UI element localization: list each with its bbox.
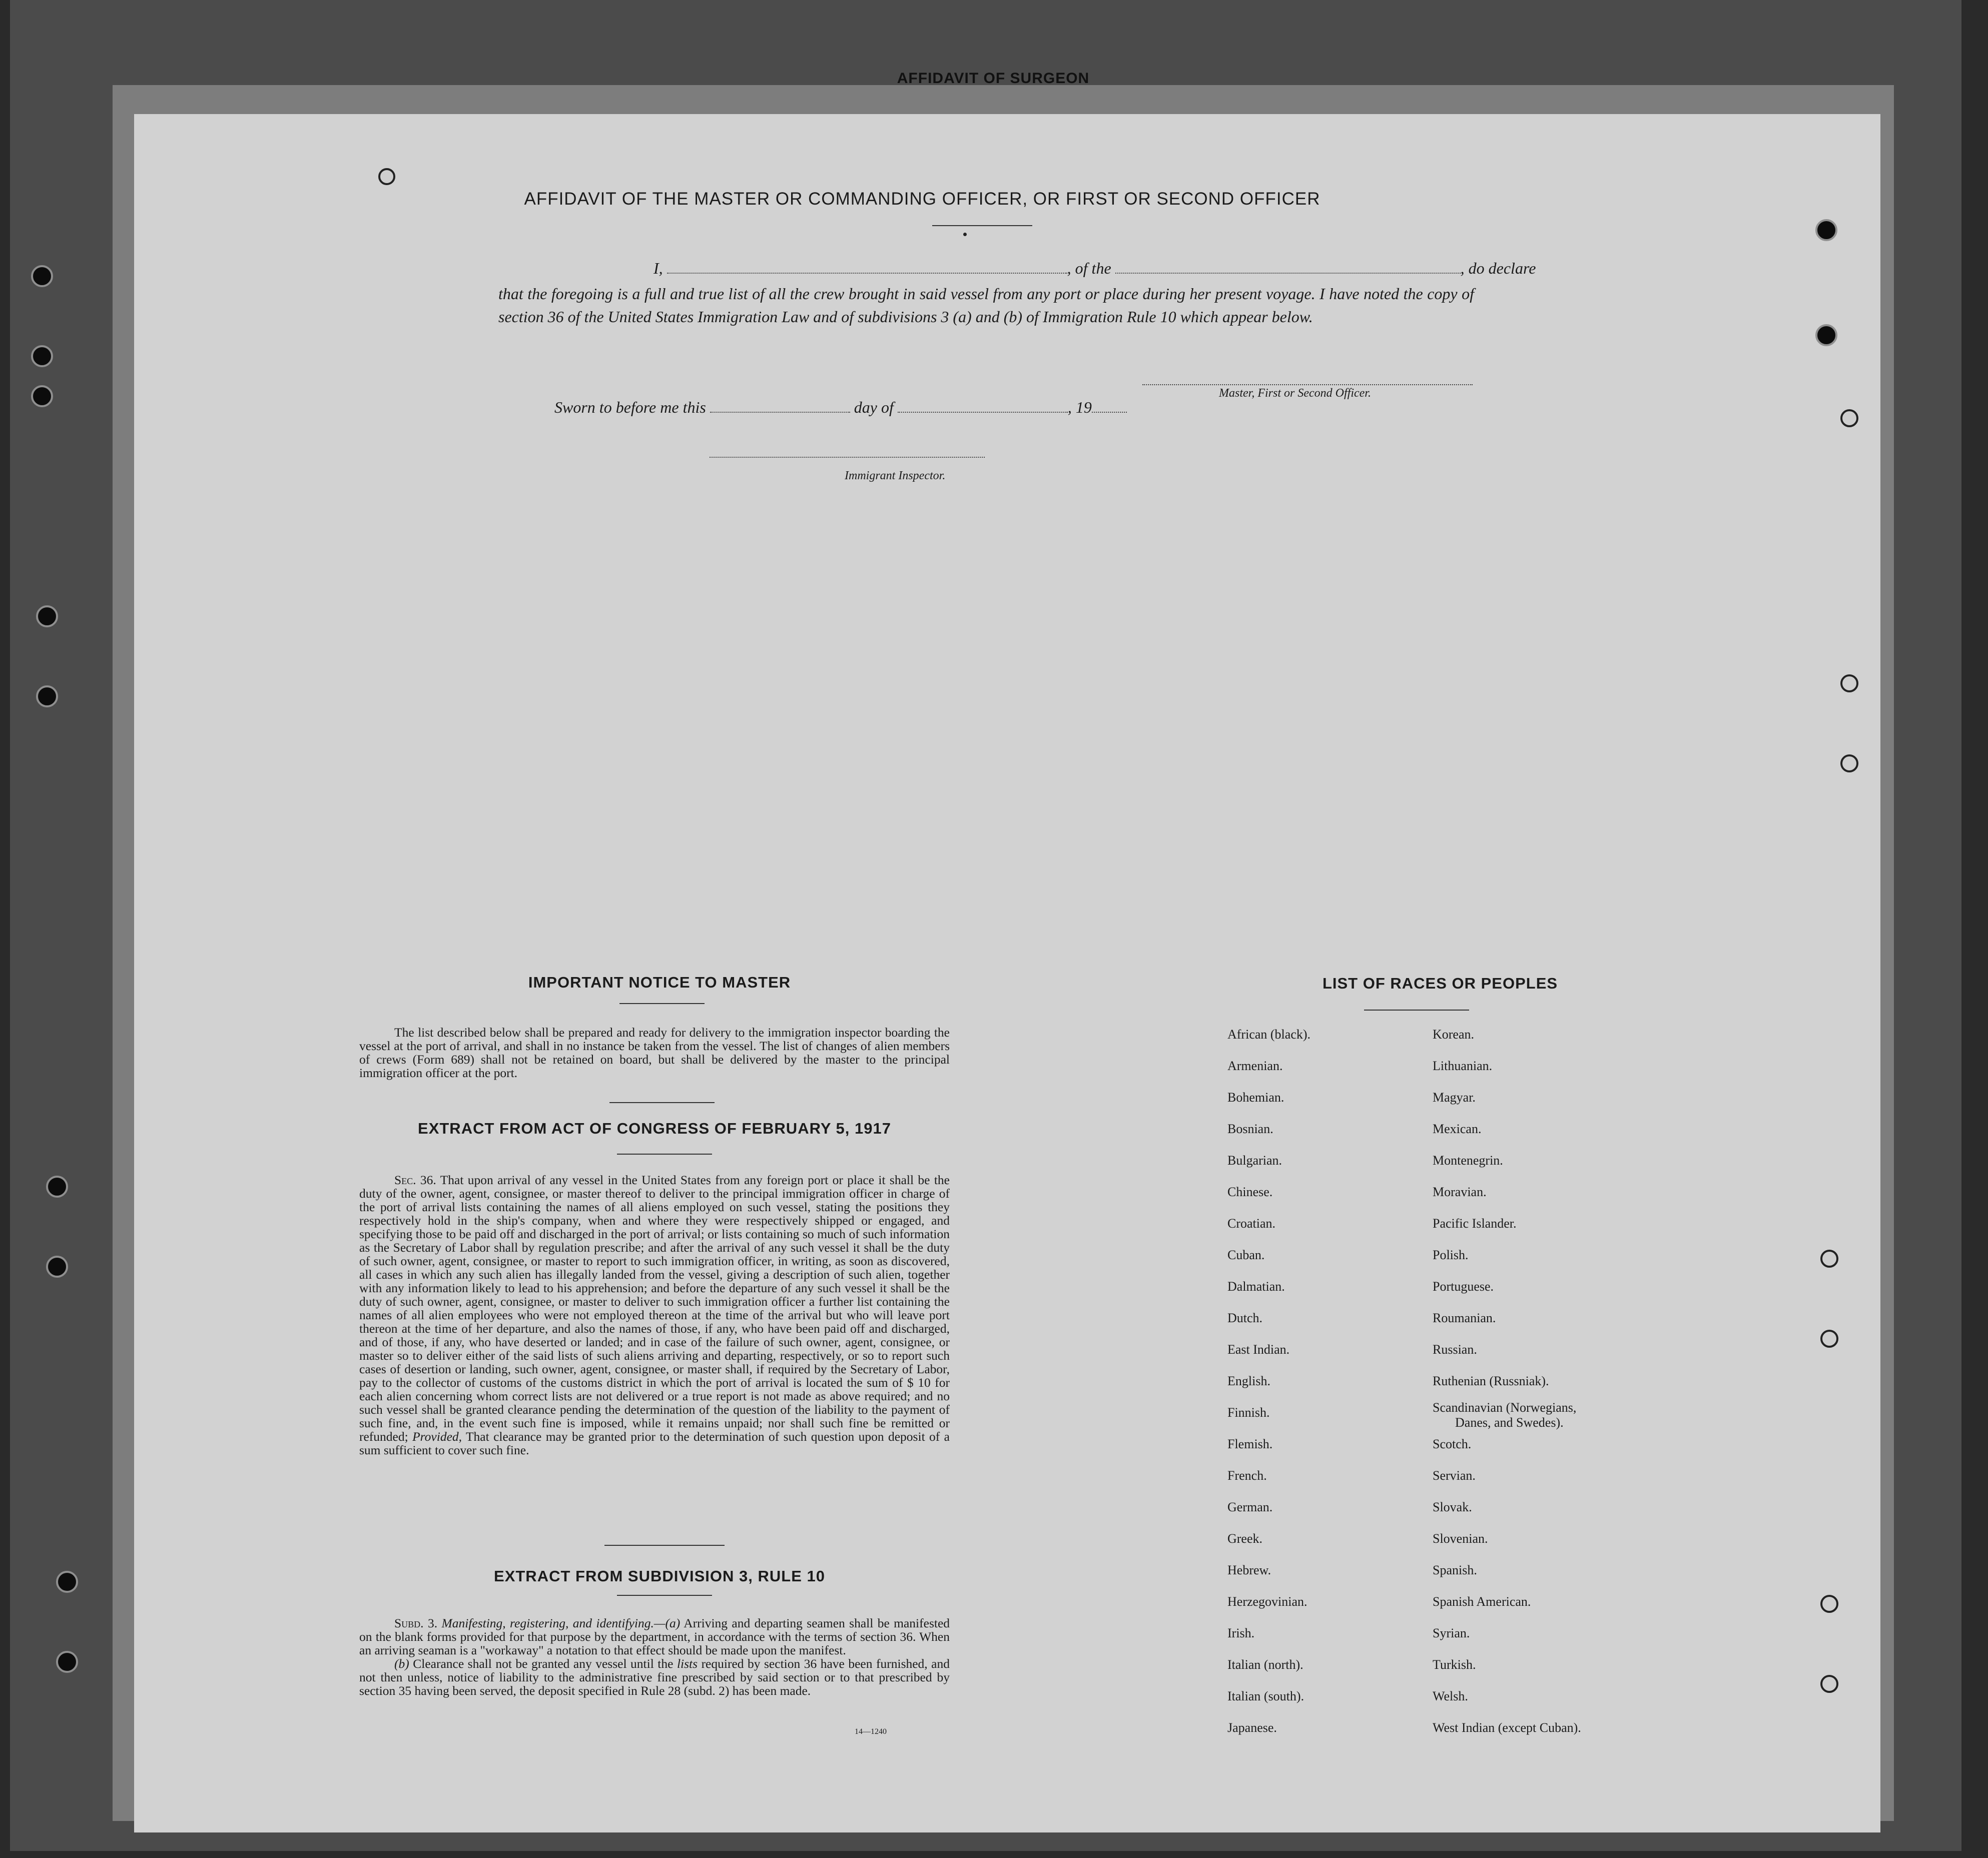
binder-hole bbox=[1840, 674, 1858, 692]
binder-hole bbox=[1820, 1250, 1838, 1268]
para-b-text-end: required by section 36 have been furnished, and not then unless, notice of liability to the administrative fine prescribed by said section or to that prescribed by section 35 having been served, the deposit specified in Rule 28 (subd. 2) has been made. bbox=[359, 1656, 950, 1698]
race-item: Portuguese. bbox=[1433, 1279, 1494, 1294]
notice-text: The list described below shall be prepared and ready for delivery to the immigration inspector boarding the vessel at the port of arrival, and shall in no instance be taken from the vessel. The list of changes of alien members of crews (Form 689) shall not be retained on board, but shall be delivered by the master to the principal immigration officer at the port. bbox=[359, 1025, 950, 1080]
races-title: LIST OF RACES OR PEOPLES bbox=[1322, 975, 1558, 992]
race-item: Polish. bbox=[1433, 1248, 1469, 1262]
race-item: Dutch. bbox=[1227, 1311, 1263, 1325]
divider-dot bbox=[963, 233, 967, 236]
race-item: Japanese. bbox=[1227, 1720, 1277, 1735]
subdivision-para-a: Arriving and departing seamen shall be manifested on the blank forms provided for that purpose by the department, in accordance with the terms of section 36. When an arriving seaman is a "workaway" a notation to that effect should be made upon the manifest. bbox=[359, 1616, 950, 1657]
race-item: Hebrew. bbox=[1227, 1563, 1271, 1577]
binder-hole bbox=[36, 685, 58, 707]
section-text: That upon arrival of any vessel in the United States from any foreign port or place it shall be the duty of the owner, agent, consignee, or master thereof to deliver to the principal immigration officer in charge of the port of arrival lists containing the names of all aliens employed on such vessel, stating the positions they respectively hold in the ship's company, when and where they were respectively shipped or engaged, and specifying those to be paid off and discharged in the port of arrival; or lists containing so much of such information as the Secretary of Labor shall by regulation prescribe; and after the arrival of any such vessel it shall be the duty of such owner, agent, consignee, or master to report to such immigration officer, in writing, as soon as discovered, all cases in which any such alien has illegally landed from the vessel, giving a description of such alien, together with any information likely to lead to his apprehension; and before the departure of any such vessel it shall be the duty of such owner, agent, consignee, or master to deliver to such immigration officer a further list containing the names of all alien employees who were not employed thereon at the time of the arrival but who will leave port thereon at the time of her departure, and also the names of those, if any, who have been paid off and discharged, and of those, if any, who have deserted or landed; and in case of the failure of such owner, agent, consignee, or master so to deliver either of the said lists of such aliens arriving and departing, respectively, or so to report such cases of desertion or landing, such owner, agent, consignee, or master shall, if required by the Secretary of Labor, pay to the collector of customs of the customs district in which the port of arrival is located the sum of $ 10 for each alien concerning whom correct lists are not delivered or a true report is not made as above required; and no such vessel shall be granted clearance pending the determination of the question of the liability to the payment of such fine, and, in the event such fine is imposed, while it remains unpaid; nor shall such fine be remitted or refunded; bbox=[359, 1173, 950, 1444]
race-item: Mexican. bbox=[1433, 1122, 1482, 1136]
extract-rule-text bbox=[359, 1616, 950, 1697]
binder-hole bbox=[46, 1176, 68, 1198]
binder-hole bbox=[31, 265, 53, 287]
race-item: Moravian. bbox=[1433, 1185, 1487, 1199]
race-item: Syrian. bbox=[1433, 1626, 1470, 1640]
race-item: Welsh. bbox=[1433, 1689, 1468, 1703]
binder-hole bbox=[36, 605, 58, 627]
para-b-text: Clearance shall not be granted any vessel until the bbox=[413, 1656, 674, 1671]
race-item: French. bbox=[1227, 1468, 1267, 1483]
race-item: Slovak. bbox=[1433, 1500, 1472, 1514]
notice-title: IMPORTANT NOTICE TO MASTER bbox=[528, 974, 791, 991]
race-item: Bohemian. bbox=[1227, 1090, 1284, 1105]
master-signature-line[interactable] bbox=[1142, 384, 1473, 385]
race-item: East Indian. bbox=[1227, 1342, 1290, 1357]
race-item: Flemish. bbox=[1227, 1437, 1273, 1451]
race-item: Cuban. bbox=[1227, 1248, 1265, 1262]
master-signature-label: Master, First or Second Officer. bbox=[1219, 387, 1371, 400]
race-item: Montenegrin. bbox=[1433, 1153, 1503, 1168]
binder-hole bbox=[56, 1571, 78, 1593]
binder-hole bbox=[1820, 1330, 1838, 1348]
race-item: Danes, and Swedes). bbox=[1455, 1415, 1564, 1430]
year-label: , 19 bbox=[1067, 398, 1092, 416]
divider bbox=[604, 1545, 725, 1546]
binder-hole bbox=[1840, 754, 1858, 772]
divider bbox=[609, 1102, 715, 1103]
sworn-line bbox=[554, 398, 1127, 417]
subdivision-heading: Manifesting, registering, and identifying.—(a) bbox=[441, 1616, 681, 1630]
race-item: Dalmatian. bbox=[1227, 1279, 1285, 1294]
section-text-end: That clearance may be granted prior to the determination of such question upon deposit of a sum sufficient to cover such fine. bbox=[359, 1429, 950, 1457]
race-item: Bosnian. bbox=[1227, 1122, 1273, 1136]
provided-label: Provided, bbox=[412, 1429, 462, 1444]
race-item: Irish. bbox=[1227, 1626, 1255, 1640]
race-item: Finnish. bbox=[1227, 1405, 1270, 1420]
race-item: Ruthenian (Russniak). bbox=[1433, 1374, 1549, 1388]
race-item: Croatian. bbox=[1227, 1216, 1276, 1231]
name-blank[interactable] bbox=[667, 272, 1067, 274]
sworn-prefix: Sworn to before me this bbox=[554, 398, 706, 416]
race-item: Slovenian. bbox=[1433, 1531, 1488, 1546]
race-item: Korean. bbox=[1433, 1027, 1475, 1042]
vessel-blank[interactable] bbox=[1115, 272, 1461, 274]
para-b-label: (b) bbox=[394, 1656, 409, 1671]
affidavit-page bbox=[134, 114, 1880, 1832]
race-item: English. bbox=[1227, 1374, 1270, 1388]
affidavit-body: that the foregoing is a full and true list of all the crew brought in said vessel from any port or place during her present voyage. I have noted the copy of section 36 of the United States Immigration Law and of subdivisions 3 (a) and (b) of Immigration Rule 10 which appear below. bbox=[498, 285, 1474, 326]
binder-hole bbox=[378, 168, 395, 185]
inspector-label: Immigrant Inspector. bbox=[845, 469, 946, 482]
race-item: Armenian. bbox=[1227, 1059, 1283, 1073]
extract-rule-title: EXTRACT FROM SUBDIVISION 3, RULE 10 bbox=[494, 1567, 825, 1585]
affidavit-declaration-line bbox=[653, 259, 1536, 278]
binder-hole bbox=[46, 1256, 68, 1278]
race-item: Greek. bbox=[1227, 1531, 1263, 1546]
race-item: German. bbox=[1227, 1500, 1273, 1514]
form-number: 14—1240 bbox=[855, 1727, 887, 1736]
race-item: Spanish. bbox=[1433, 1563, 1477, 1577]
race-item: Turkish. bbox=[1433, 1657, 1476, 1672]
binder-hole bbox=[1820, 1595, 1838, 1613]
year-blank[interactable] bbox=[1092, 411, 1127, 413]
binder-hole bbox=[1815, 324, 1837, 346]
binder-hole bbox=[1820, 1675, 1838, 1693]
inspector-signature-line[interactable] bbox=[710, 457, 985, 458]
affidavit-title: AFFIDAVIT OF THE MASTER OR COMMANDING OFFICER, OR FIRST OR SECOND OFFICER bbox=[524, 189, 1320, 209]
race-item: Roumanian. bbox=[1433, 1311, 1496, 1325]
i-label: I, bbox=[653, 259, 663, 277]
race-item: Pacific Islander. bbox=[1433, 1216, 1517, 1231]
race-item: Lithuanian. bbox=[1433, 1059, 1493, 1073]
race-item: Italian (south). bbox=[1227, 1689, 1304, 1703]
extract-act-text bbox=[359, 1173, 950, 1457]
race-item: Russian. bbox=[1433, 1342, 1477, 1357]
day-blank[interactable] bbox=[710, 411, 850, 413]
race-item: Chinese. bbox=[1227, 1185, 1273, 1199]
divider bbox=[932, 225, 1032, 226]
race-item: Bulgarian. bbox=[1227, 1153, 1282, 1168]
extract-act-title: EXTRACT FROM ACT OF CONGRESS OF FEBRUARY 5, 1917 bbox=[418, 1120, 891, 1137]
day-of-label: day of bbox=[854, 398, 894, 416]
of-the-label: , of the bbox=[1067, 259, 1111, 277]
race-item: Spanish American. bbox=[1433, 1594, 1531, 1609]
divider bbox=[617, 1154, 712, 1155]
divider bbox=[619, 1003, 705, 1004]
section-label: Sec. 36. bbox=[394, 1173, 436, 1187]
race-item: Scandinavian (Norwegians, bbox=[1433, 1400, 1577, 1415]
divider bbox=[617, 1595, 712, 1596]
race-item: African (black). bbox=[1227, 1027, 1311, 1042]
lists-word: lists bbox=[677, 1656, 698, 1671]
subdivision-label: Subd. 3. bbox=[394, 1616, 438, 1630]
binder-hole bbox=[1840, 409, 1858, 427]
divider bbox=[1364, 1010, 1469, 1011]
race-item: Scotch. bbox=[1433, 1437, 1472, 1451]
binder-hole bbox=[31, 345, 53, 367]
binder-hole bbox=[31, 385, 53, 407]
underlying-sheet-heading: AFFIDAVIT OF SURGEON bbox=[897, 70, 1090, 87]
race-item: Herzegovinian. bbox=[1227, 1594, 1307, 1609]
race-item: Italian (north). bbox=[1227, 1657, 1303, 1672]
month-blank[interactable] bbox=[898, 411, 1068, 413]
race-item: Servian. bbox=[1433, 1468, 1476, 1483]
binder-hole bbox=[1815, 219, 1837, 241]
race-item: West Indian (except Cuban). bbox=[1433, 1720, 1581, 1735]
race-item: Magyar. bbox=[1433, 1090, 1476, 1105]
do-declare-label: , do declare bbox=[1460, 259, 1536, 277]
binder-hole bbox=[56, 1651, 78, 1673]
